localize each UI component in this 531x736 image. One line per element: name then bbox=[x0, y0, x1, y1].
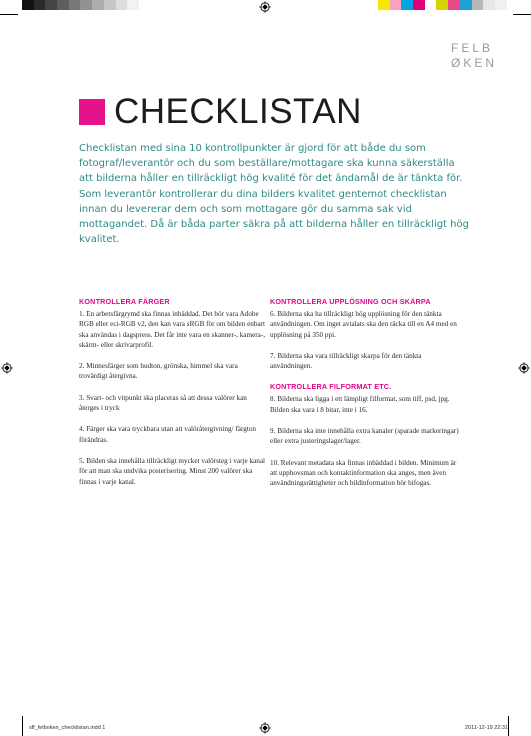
checklist-item: 7. Bilderna ska vara tillräckligt skarpa för den tänkta användningen. bbox=[270, 351, 422, 371]
left-column bbox=[79, 297, 267, 498]
color-swatch bbox=[495, 0, 507, 10]
registration-mark-bottom bbox=[259, 722, 271, 734]
gray-calibration-bar bbox=[22, 0, 139, 10]
gray-swatch bbox=[116, 0, 128, 10]
checklist-item: 4. Färger ska vara tryckbara utan att valöråtergivning/ färgton förändras. bbox=[79, 425, 257, 444]
gray-swatch bbox=[69, 0, 81, 10]
registration-mark-left bbox=[1, 362, 13, 374]
checklist-item: 10. Relevant metadata ska finnas inbäddad i bilden. Minimum är att upphovsman och kontaktinformation ska anges, men även användningsrättigheter och bildinformation bör bifogas. bbox=[270, 458, 457, 488]
color-swatch bbox=[436, 0, 448, 10]
gray-swatch bbox=[104, 0, 116, 10]
gray-swatch bbox=[127, 0, 139, 10]
color-swatch bbox=[425, 0, 437, 10]
color-swatch bbox=[390, 0, 402, 10]
page-title: CHECKLISTAN bbox=[114, 92, 362, 131]
section-heading-fileformat: KONTROLLERA FILFORMAT ETC. bbox=[270, 382, 392, 392]
accent-square bbox=[79, 99, 105, 125]
registration-mark-right bbox=[518, 362, 530, 374]
intro-paragraph: Checklistan med sina 10 kontrollpunkter är gjord för att både du som fotograf/leverantör och du som beställare/mottagare ska kunna säkerställa att bilderna håller en tillräckligt hög kvalité för det ändamål de är tänkta för. Som leverantör kontrollerar du dina bilders kvalitet gentemot checklistan innan du levererar dem och som mottagare gör du samma sak vid mottagandet. Då är båda parter säkra på att bilderna håller en tillräckligt hög kvalitet. bbox=[79, 143, 469, 246]
color-swatch bbox=[401, 0, 413, 10]
registration-mark-top bbox=[259, 1, 271, 13]
checklist-item: 9. Bilderna ska inte innehålla extra kanaler (sparade markeringar) eller extra justeringslager/lager. bbox=[270, 427, 459, 446]
color-swatch bbox=[378, 0, 390, 10]
logo-line-1: FELB bbox=[451, 41, 494, 55]
color-swatch bbox=[472, 0, 484, 10]
right-column bbox=[270, 297, 462, 500]
color-swatch bbox=[483, 0, 495, 10]
section-heading-resolution: KONTROLLERA UPPLÖSNING OCH SKÄRPA bbox=[270, 297, 431, 306]
checklist-item: 8. Bilderna ska ligga i ett lämpligt filformat, som tiff, psd, jpg. Bilden ska vara i 8 bitar, inte i 16. bbox=[270, 395, 450, 414]
gray-swatch bbox=[92, 0, 104, 10]
gray-swatch bbox=[34, 0, 46, 10]
checklist-item: 5. Bilden ska innehålla tillräckligt mycket valörsteg i varje kanal för att man ska undvika posterisering. Minst 200 valörer ska finnas i varje kanal. bbox=[79, 456, 266, 486]
crop-mark bbox=[508, 716, 509, 736]
title-block bbox=[79, 92, 362, 132]
footer-filename: sff_felboken_checklistan.indd 1 bbox=[29, 725, 106, 731]
checklist-item: 6. Bilderna ska ha tillräckligt hög upplösning för den tänkta användningen. Om inget avtalats ska den räcka till en A4 med en upplösning på 350 ppi. bbox=[270, 310, 457, 339]
color-swatch bbox=[460, 0, 472, 10]
crop-mark bbox=[513, 14, 531, 15]
color-swatch bbox=[448, 0, 460, 10]
gray-swatch bbox=[57, 0, 69, 10]
crop-mark bbox=[0, 14, 18, 15]
crop-mark bbox=[22, 716, 23, 736]
logo-line-2: ØKEN bbox=[451, 56, 498, 70]
color-calibration-bar bbox=[378, 0, 507, 10]
footer-timestamp: 2011-12-19 22:31 bbox=[464, 725, 508, 731]
gray-swatch bbox=[45, 0, 57, 10]
checklist-item: 2. Minnesfärger som hudton, grönska, himmel ska vara trovärdigt återgivna. bbox=[79, 362, 238, 381]
felboken-logo bbox=[451, 41, 511, 71]
checklist-item: 3. Svart- och vitpunkt ska placeras så att dessa valörer kan återges i tryck bbox=[79, 393, 247, 413]
gray-swatch bbox=[22, 0, 34, 10]
color-swatch bbox=[413, 0, 425, 10]
gray-swatch bbox=[80, 0, 92, 10]
checklist-item: 1. En arbetsfärgrymd ska finnas inbäddad. Det bör vara Adobe RGB eller eci-RGB v2, den kan vara sRGB för om bilden enbart ska användas i dagspress. Det får inte vara en skanner-, kamera-, skärm- eller skrivarprofil. bbox=[79, 310, 266, 349]
section-heading-colors: KONTROLLERA FÄRGER bbox=[79, 297, 170, 306]
